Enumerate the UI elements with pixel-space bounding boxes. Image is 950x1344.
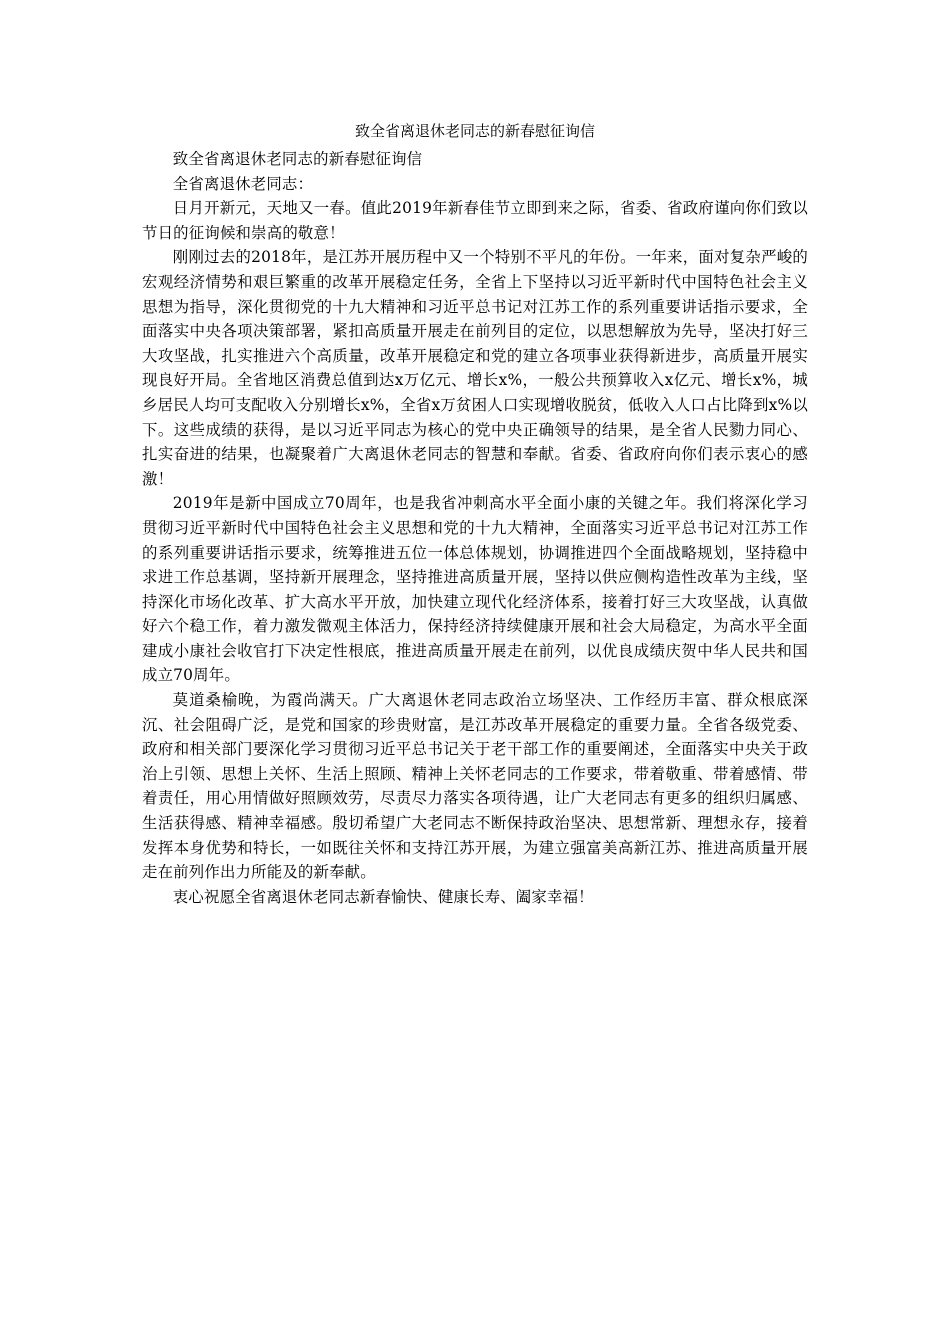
document-title: 致全省离退休老同志的新春慰征询信	[354, 122, 595, 140]
paragraph-salutation: 全省离退休老同志：	[172, 174, 314, 193]
paragraph-2018-review: 刚刚过去的2018年，是江苏开展历程中又一个特别不平凡的年份。一年来，面对复杂严峻的宏观经济情势和艰巨繁重的改革开展稳定任务，全省上下坚持以习近平新时代中国特色社会主义思想为指导，深化贯彻党的十九大精神和习近平总书记对江苏工作的系列重要讲话指示要求，全面落实中央各项决策部署，紧扣高质量开展走在前列目的定位，以思想解放为先导，坚决打好三大攻坚战，扎实推进六个高质量，改革开展稳定和党的建立各项事业获得新进步，高质量开展实现良好开局。全省地区消费总值到达x万亿元、增长x%，一般公共预算收入x亿元、增长x%，城乡居民人均可支配收入分别增长x%，全省x万贫困人口实现增收脱贫，低收入人口占比降到x%以下。这些成绩的获得，是以习近平同志为核心的党中央正确领导的结果，是全省人民勠力同心、扎实奋进的结果，也凝聚着广大离退休老同志的智慧和奉献。省委、省政府向你们表示衷心的感激！	[142, 248, 808, 488]
paragraph-greeting: 日月开新元，天地又一春。值此2019年新春佳节立即到来之际，省委、省政府谨向你们致以节日的征询候和崇高的敬意！	[142, 199, 808, 242]
paragraph-2019-plan: 2019年是新中国成立70周年，也是我省冲刺高水平全面小康的关键之年。我们将深化学习贯彻习近平新时代中国特色社会主义思想和党的十九大精神，全面落实习近平总书记对江苏工作的系列重要讲话指示要求，统筹推进五位一体总体规划，协调推进四个全面战略规划，坚持稳中求进工作总基调，坚持新开展理念，坚持推进高质量开展，坚持以供应侧构造性改革为主线，坚持深化市场化改革、扩大高水平开放，加快建立现代化经济体系，接着打好三大攻坚战，认真做好六个稳工作，着力激发微观主体活力，保持经济持续健康开展和社会大局稳定，为高水平全面建成小康社会收官打下决定性根底，推进高质量开展走在前列，以优良成绩庆贺中华人民共和国成立70周年。	[142, 494, 808, 685]
paragraph-elders-role: 莫道桑榆晚，为霞尚满天。广大离退休老同志政治立场坚决、工作经历丰富、群众根底深沉、社会阻碍广泛，是党和国家的珍贵财富，是江苏改革开展稳定的重要力量。全省各级党委、政府和相关部门要深化学习贯彻习近平总书记关于老干部工作的重要阐述，全面落实中央关于政治上引领、思想上关怀、生活上照顾、精神上关怀老同志的工作要求，带着敬重、带着感情、带着责任，用心用情做好照顾效劳，尽责尽力落实各项待遇，让广大老同志有更多的组织归属感、生活获得感、精神幸福感。殷切希望广大老同志不断保持政治坚决、思想常新、理想永存，接着发挥本身优势和特长，一如既往关怀和支持江苏开展，为建立强富美高新江苏、推进高质量开展走在前列作出力所能及的新奉献。	[142, 691, 808, 882]
document-body	[142, 120, 808, 909]
paragraph-closing-wishes: 衷心祝愿全省离退休老同志新春愉快、健康长寿、阖家幸福！	[172, 887, 594, 906]
paragraph-subtitle: 致全省离退休老同志的新春慰征询信	[172, 150, 423, 168]
